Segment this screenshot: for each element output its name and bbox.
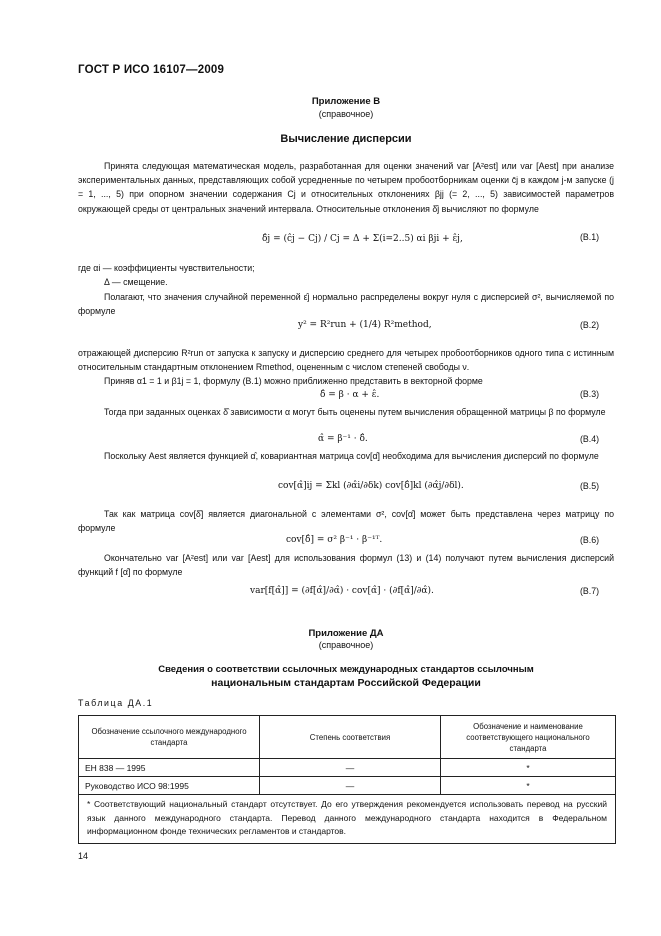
equation-number-b2: (B.2): [580, 320, 600, 330]
paragraph-final-variance: Окончательно var [A²est] или var [Aest] для использования формул (13) и (14) получают путем вычисления дисперсий функций f [α̂] по формуле: [78, 553, 614, 578]
table-footnote: * Соответствующий национальный стандарт отсутствует. До его утверждения рекомендуется использовать перевод на русский язык данного международного стандарта. Перевод данного международного стандарта находится в Федеральном информационном фонде технических регламентов и стандартов.: [79, 795, 616, 844]
appendix-da-heading-line-1: Сведения о соответствии ссылочных международных стандартов ссылочным: [158, 664, 534, 675]
paragraph-diagonal-matrix: Так как матрица cov[δ̂] является диагональной с элементами σ², cov[α̂] может быть представлена через матрицу по формуле: [78, 509, 614, 534]
equation-number-b3: (B.3): [580, 389, 600, 399]
standards-correspondence-table: [78, 715, 616, 844]
where-line-1: где αi — коэффициенты чувствительности;: [78, 263, 255, 273]
where-line-2: Δ — смещение.: [104, 277, 168, 287]
equation-number-b7: (B.7): [580, 586, 600, 596]
column-header-national: Обозначение и наименование соответствующего национального стандарта: [441, 716, 616, 759]
table-cell: ЕН 838 — 1995: [79, 759, 260, 777]
equation-b6: cov[δ̂] = σ² β⁻¹ · β⁻¹ᵀ.: [286, 535, 383, 545]
appendix-da-subtitle: (справочное): [318, 640, 374, 650]
paragraph-covariance: Поскольку Aest является функцией α̂, ковариантная матрица cov[α̂] необходима для вычисления дисперсий по формуле: [104, 451, 599, 461]
appendix-b-title: Приложение В: [311, 96, 381, 107]
table-note-row: [79, 795, 616, 844]
equation-number-b1: (B.1): [580, 232, 600, 242]
table-cell: Руководство ИСО 98:1995: [79, 777, 260, 795]
standard-designation: ГОСТ Р ИСО 16107—2009: [78, 64, 225, 76]
table-header-row: [79, 716, 616, 759]
section-heading: Вычисление дисперсии: [280, 133, 412, 145]
table-row: [79, 777, 616, 795]
appendix-da-heading-line-2: национальным стандартам Российской Федерации: [211, 677, 481, 689]
equation-b5: cov[α̂]ij = Σkl (∂α̂i/∂δk) cov[δ̂]kl (∂α̂j/∂δl).: [278, 481, 464, 491]
table-row: [79, 759, 616, 777]
equation-number-b5: (B.5): [580, 481, 600, 491]
paragraph-inverse-matrix: Тогда при заданных оценках δ̂ зависимости α могут быть оценены путем вычисления обращенной матрицы β по формуле: [104, 407, 606, 417]
table-cell: —: [260, 759, 441, 777]
column-header-degree: Степень соответствия: [260, 716, 441, 759]
appendix-b-subtitle: (справочное): [318, 109, 374, 119]
equation-b3: δ̂ = β · α + ε̂.: [320, 390, 380, 400]
equation-b1: δ̂j = (ĉj − Cj) / Cj = Δ + Σ(i=2..5) αi βji + ε̂j,: [262, 234, 463, 244]
table-cell: *: [441, 759, 616, 777]
equation-b4: α̂ = β⁻¹ · δ̂.: [318, 434, 368, 444]
equation-number-b6: (B.6): [580, 535, 600, 545]
page-number: 14: [78, 851, 89, 861]
appendix-da-title: Приложение ДА: [308, 628, 384, 639]
paragraph-model: Принята следующая математическая модель, разработанная для оценки значений var [A²est] или var [Aest] при анализе экспериментальных данных, представляющих собой усредненные по четырем пробоотборникам оценки c̄j в каждом j-м запуске (j = 1, ..., 5) при опорном значении содержания Cj и относительных отклонениях βjj (= 2, ..., 5) зависимостей параметров окружающей среды от центральных значений интервала. Относительные отклонения δ̂j вычисляют по формуле: [78, 161, 614, 214]
column-header-international: Обозначение ссылочного международного стандарта: [79, 716, 260, 759]
table-caption: Таблица ДА.1: [78, 698, 154, 708]
table-cell: —: [260, 777, 441, 795]
equation-b2: y² = R²run + (1/4) R²method,: [298, 320, 432, 330]
equation-b7: var[f[α̂]] = (∂f[α̂]/∂α̂) · cov[α̂] · (∂f[α̂]/∂α̂).: [250, 586, 434, 596]
equation-number-b4: (B.4): [580, 434, 600, 444]
table-cell: *: [441, 777, 616, 795]
paragraph-variance: Полагают, что значения случайной переменной ε̂j нормально распределены вокруг нуля с дисперсией σ², вычисляемой по формуле: [78, 292, 614, 317]
paragraph-vector-form: Приняв α1 = 1 и β1j = 1, формулу (B.1) можно приближенно представить в векторной форме: [104, 376, 483, 386]
paragraph-run-variance: отражающей дисперсию R²run от запуска к запуску и дисперсию среднего для четырех пробоотборников одного типа с истинным относительным стандартным отклонением Rmethod, оцененным с числом степеней свободы ν.: [78, 348, 614, 373]
